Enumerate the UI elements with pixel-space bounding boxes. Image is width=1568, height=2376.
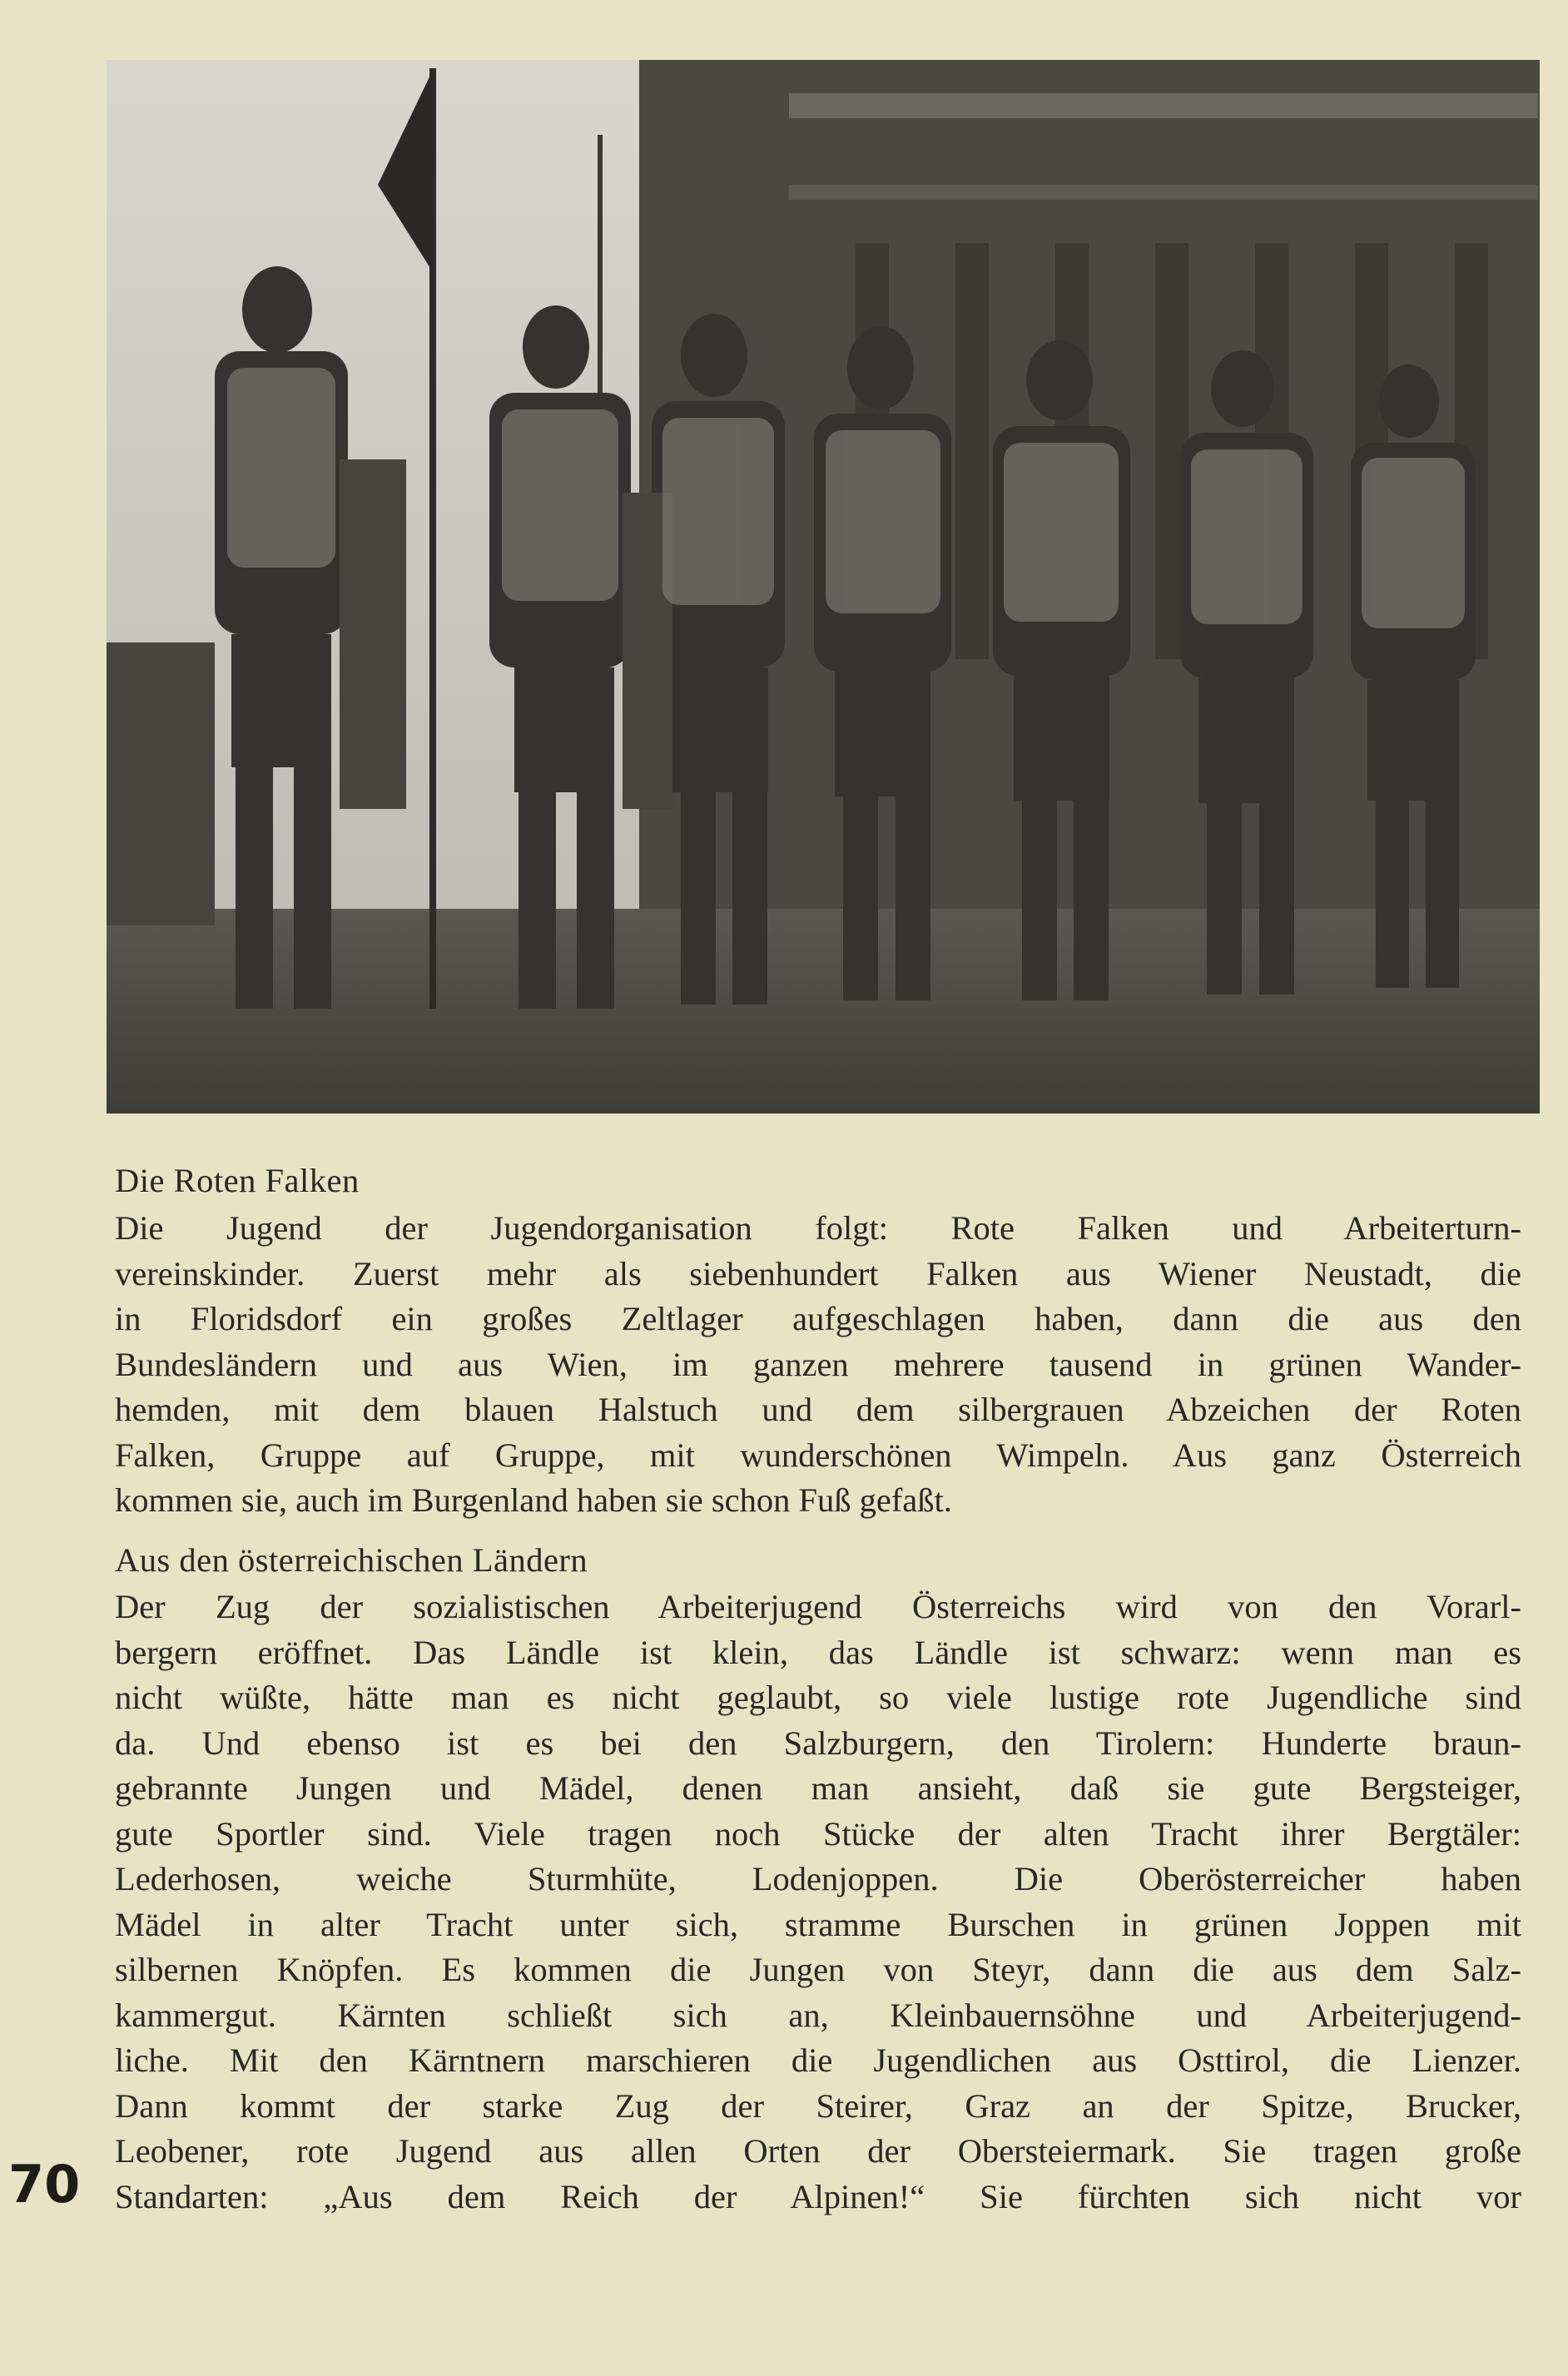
paragraph-laendern — [115, 1585, 1521, 2220]
text-line: Falken, Gruppe auf Gruppe, mit wunderschönen Wimpeln. Aus ganz Österreich — [115, 1436, 1521, 1474]
text-line: liche. Mit den Kärntnern marschieren die Jugendlichen aus Osttirol, die Lienzer. — [115, 2041, 1521, 2079]
paragraph-roten-falken — [115, 1206, 1521, 1524]
text-line: nicht wüßte, hätte man es nicht geglaubt, so viele lustige rote Jugendliche sind — [115, 1679, 1521, 1716]
text-line: hemden, mit dem blauen Halstuch und dem silbergrauen Abzeichen der Roten — [115, 1391, 1521, 1428]
section-heading-laendern: Aus den österreichischen Ländern — [115, 1541, 588, 1579]
text-line: gute Sportler sind. Viele tragen noch Stücke der alten Tracht ihrer Bergtäler: — [115, 1814, 1521, 1853]
text-line: kommen sie, auch im Burgenland haben sie schon Fuß gefaßt. — [115, 1481, 952, 1519]
text-line: Dann kommt der starke Zug der Steirer, Graz an der Spitze, Brucker, — [115, 2086, 1521, 2125]
text-line: Leobener, rote Jugend aus allen Orten der Obersteiermark. Sie tragen große — [115, 2132, 1521, 2170]
page-number: 70 — [8, 2154, 81, 2215]
text-line: vereinskinder. Zuerst mehr als siebenhundert Falken aus Wiener Neustadt, die — [115, 1254, 1521, 1292]
text-line: Mädel in alter Tracht unter sich, stramme Burschen in grünen Joppen mit — [115, 1905, 1521, 1943]
text-line: da. Und ebenso ist es bei den Salzburgern, den Tirolern: Hunderte braun- — [115, 1724, 1521, 1762]
photograph-icon — [107, 60, 1540, 1114]
text-line: Der Zug der sozialistischen Arbeiterjugend Österreichs wird von den Vorarl- — [115, 1588, 1521, 1625]
text-line: Standarten: „Aus dem Reich der Alpinen!“ Sie fürchten sich nicht vor — [115, 2177, 1521, 2215]
text-line: kammergut. Kärnten schließt sich an, Kleinbauernsöhne und Arbeiterjugend- — [115, 1996, 1521, 2034]
text-line: Lederhosen, weiche Sturmhüte, Lodenjoppen. Die Oberösterreicher haben — [115, 1860, 1521, 1897]
text-line: gebrannte Jungen und Mädel, denen man ansieht, daß sie gute Bergsteiger, — [115, 1769, 1521, 1807]
text-line: Die Jugend der Jugendorganisation folgt: Rote Falken und Arbeiterturn- — [115, 1209, 1521, 1247]
text-line: Bundesländern und aus Wien, im ganzen mehrere tausend in grünen Wander- — [115, 1345, 1521, 1383]
text-line: bergern eröffnet. Das Ländle ist klein, das Ländle ist schwarz: wenn man es — [115, 1633, 1521, 1671]
text-line: silbernen Knöpfen. Es kommen die Jungen von Steyr, dann die aus dem Salz- — [115, 1951, 1521, 1988]
section-heading-roten-falken: Die Roten Falken — [115, 1162, 360, 1199]
photograph — [107, 60, 1540, 1114]
text-line: in Floridsdorf ein großes Zeltlager aufgeschlagen haben, dann die aus den — [115, 1300, 1521, 1337]
